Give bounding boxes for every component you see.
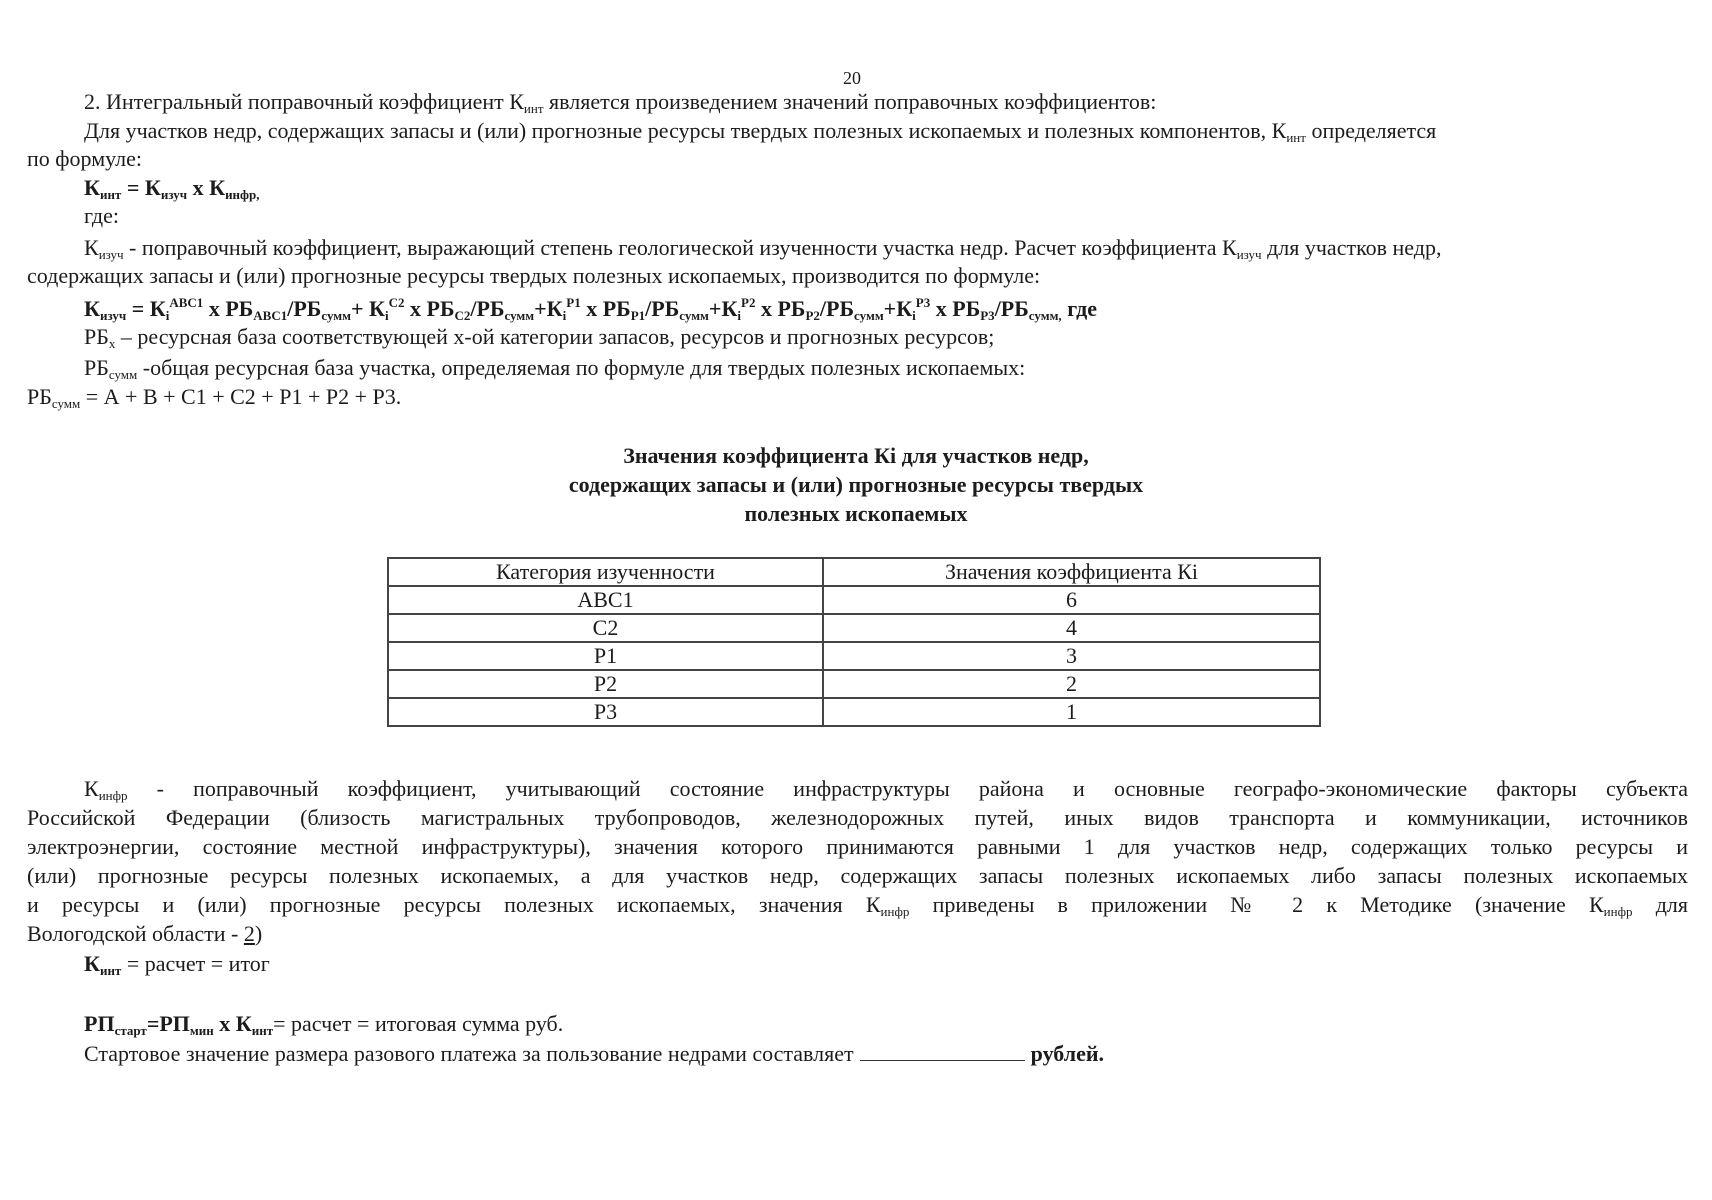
- page-number: 20: [843, 68, 861, 88]
- table-cell-value: 1: [823, 698, 1320, 726]
- table-cell-value: 6: [823, 586, 1320, 614]
- paragraph-k-infr-line3: электроэнергии, состояние местной инфраструктуры), значения которого принимаются равными 1 для участков недр, содержащих только ресурсы и: [27, 834, 1688, 859]
- paragraph-k-infr-line5: и ресурсы и (или) прогнозные ресурсы полезных ископаемых, значения $К_{инфр}$ приведены в приложении № 2 к Методике (значение $К_{инфр}$ для: [27, 892, 1688, 919]
- formula-rp-start: $РП_{старт}=РП_{мин}$ х $К_{инт}=$ расчет = итоговая сумма руб.: [84, 1011, 564, 1038]
- table-cell-category: ABC1: [388, 586, 823, 614]
- paragraph-rb-summ: $РБ_{сумм}$ -общая ресурсная база участка, определяемая по формуле для твердых полезных ископаемых:: [84, 355, 1026, 382]
- paragraph-rb-x: $РБ_х$ – ресурсная база соответствующей х-ой категории запасов, ресурсов и прогнозных ресурсов;: [84, 324, 995, 351]
- paragraph-solid-minerals-line2: по формуле:: [27, 146, 143, 171]
- table-row: [388, 642, 1320, 670]
- formula-k-int-result: $К_{инт}$ = расчет = итог: [84, 951, 270, 978]
- paragraph-start-value: Стартовое значение размера разового платежа за пользование недрами составляет рублей.: [84, 1041, 1105, 1066]
- k-infr-value: 2: [243, 921, 255, 946]
- ki-coefficients-table: [387, 557, 1321, 727]
- column-header-ki-value: Значения коэффициента Кi: [823, 558, 1320, 586]
- table-row: [388, 698, 1320, 726]
- formula-rb-summ: $РБ_{сумм} = А + В + С1 + С2 + Р1 + Р2 + Р3$.: [27, 384, 402, 411]
- table-row: [388, 586, 1320, 614]
- table-cell-category: P1: [388, 642, 823, 670]
- table-cell-value: 3: [823, 642, 1320, 670]
- where-label: где:: [84, 203, 119, 228]
- column-header-category: Категория изученности: [388, 558, 823, 586]
- formula-k-izuch: $К_{изуч} = К_i^{ABC1}$ х $РБ_{ABC1}/РБ_{сумм}+ К_i^{C2}$ х $РБ_{C2}/РБ_{сумм}+К_i^{P1}$ х $РБ_{P1}/РБ_{сумм}+К_i^{P2}$ х $РБ_{P2}/РБ_{сумм}+К_i^{P3}$ х $РБ_{P3}/РБ_{сумм,}$ где: [84, 295, 1097, 323]
- paragraph-k-infr-line4: (или) прогнозные ресурсы полезных ископаемых, а для участков недр, содержащих запасы полезных ископаемых либо запасы полезных ископаемых: [27, 863, 1688, 888]
- paragraph-k-izuch-line1: $К_{изуч}$ - поправочный коэффициент, выражающий степень геологической изученности участка недр. Расчет коэффициента $К_{изуч}$ для участков недр,: [84, 235, 1442, 262]
- formula-k-int: $К_{инт} = К_{изуч}$ х $К_{инфр,}$: [84, 175, 260, 202]
- table-row: [388, 614, 1320, 642]
- paragraph-k-izuch-line2: содержащих запасы и (или) прогнозные ресурсы твердых полезных ископаемых, производится по формуле:: [27, 263, 1041, 288]
- table-title-line-3: полезных ископаемых: [744, 501, 968, 526]
- paragraph-k-infr-line1: $К_{инфр}$ - поправочный коэффициент, учитывающий состояние инфраструктуры района и основные географо-экономические факторы субъекта: [84, 776, 1688, 803]
- paragraph-integral-coefficient: 2. Интегральный поправочный коэффициент $К_{инт}$ является произведением значений поправочных коэффициентов:: [84, 89, 1157, 116]
- amount-blank-line: [860, 1042, 1025, 1061]
- paragraph-solid-minerals-line1: Для участков недр, содержащих запасы и (или) прогнозные ресурсы твердых полезных ископаемых и полезных компонентов, $К_{инт}$ определяется: [84, 118, 1437, 145]
- paragraph-k-infr-line2: Российской Федерации (близость магистральных трубопроводов, железнодорожных путей, иных видов транспорта и коммуникации, источников: [27, 805, 1688, 830]
- table-cell-value: 4: [823, 614, 1320, 642]
- table-cell-value: 2: [823, 670, 1320, 698]
- table-cell-category: P3: [388, 698, 823, 726]
- table-cell-category: C2: [388, 614, 823, 642]
- table-title-line-1: Значения коэффициента Кi для участков недр,: [623, 443, 1089, 468]
- table-cell-category: P2: [388, 670, 823, 698]
- paragraph-k-infr-line6: Вологодской области - 2): [27, 921, 263, 946]
- table-title-line-2: содержащих запасы и (или) прогнозные ресурсы твердых: [568, 472, 1144, 497]
- table-row: [388, 670, 1320, 698]
- table-header-row: [388, 558, 1320, 586]
